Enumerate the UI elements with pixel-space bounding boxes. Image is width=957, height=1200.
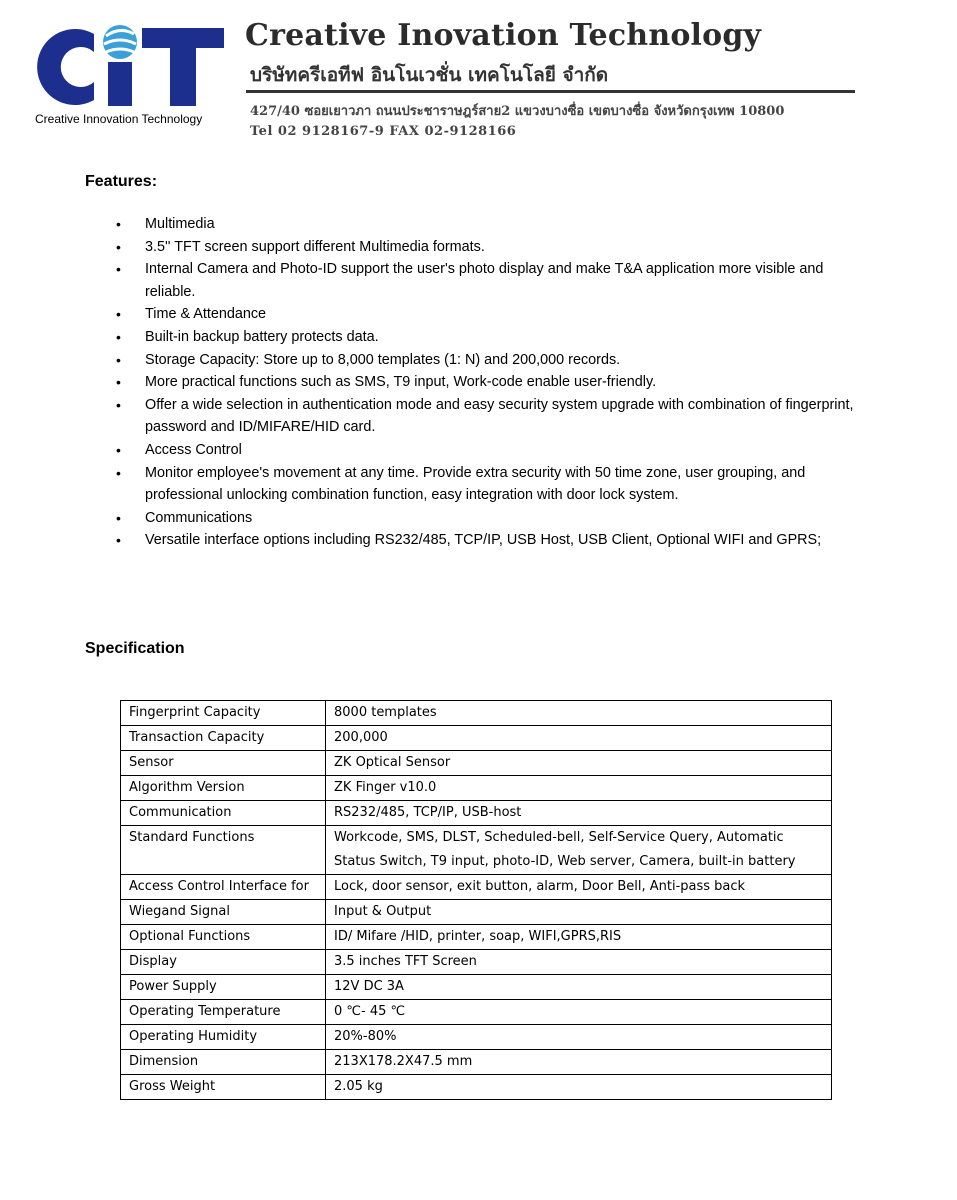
feature-item: • Access Control (0, 439, 957, 462)
spec-value: 20%-80% (326, 1025, 832, 1050)
spec-value: RS232/485, TCP/IP, USB-host (326, 801, 832, 826)
spec-value: ID/ Mifare /HID, printer, soap, WIFI,GPRS,RIS (326, 925, 832, 950)
spec-value: Lock, door sensor, exit button, alarm, Door Bell, Anti-pass back (326, 875, 832, 900)
feature-item: • Communications (0, 507, 957, 530)
spec-value: 3.5 inches TFT Screen (326, 950, 832, 975)
table-row (121, 801, 832, 826)
table-row (121, 826, 832, 875)
spec-value: Input & Output (326, 900, 832, 925)
spec-label: Operating Temperature (121, 1000, 326, 1025)
feature-list (0, 213, 957, 552)
feature-item: • Time & Attendance (0, 303, 957, 326)
spec-value: 2.05 kg (326, 1075, 832, 1100)
spec-value: 0 ℃- 45 ℃ (326, 1000, 832, 1025)
feature-item: • Monitor employee's movement at any time. Provide extra security with 50 time zone, user grouping, and professional unlocking combination function, easy integration with door lock system. (0, 462, 957, 507)
company-logo (22, 22, 237, 132)
spec-label: Sensor (121, 751, 326, 776)
table-row (121, 875, 832, 900)
company-name-thai: บริษัทครีเอทีฟ อินโนเวชั่น เทคโนโลยี จำกัด (250, 64, 609, 86)
features-heading: Features: (85, 173, 158, 190)
spec-label: Dimension (121, 1050, 326, 1075)
table-row (121, 1000, 832, 1025)
table-row (121, 701, 832, 726)
company-phone: Tel 02 9128167-9 FAX 02-9128166 (250, 124, 517, 139)
feature-item: • More practical functions such as SMS, T9 input, Work-code enable user-friendly. (0, 371, 957, 394)
spec-label: Standard Functions (121, 826, 326, 875)
table-row (121, 1075, 832, 1100)
specification-heading: Specification (85, 640, 185, 657)
spec-label: Operating Humidity (121, 1025, 326, 1050)
company-address: 427/40 ซอยเยาวภา ถนนประชาราษฎร์สาย2 แขวงบางซื่อ เขตบางซื่อ จังหวัดกรุงเทพ 10800 (250, 104, 785, 119)
spec-label: Transaction Capacity (121, 726, 326, 751)
spec-value: 213X178.2X47.5 mm (326, 1050, 832, 1075)
spec-value: ZK Optical Sensor (326, 751, 832, 776)
table-row (121, 726, 832, 751)
table-row (121, 975, 832, 1000)
spec-label: Display (121, 950, 326, 975)
spec-label: Gross Weight (121, 1075, 326, 1100)
spec-label: Access Control Interface for (121, 875, 326, 900)
header-divider (246, 90, 855, 93)
specification-table (120, 700, 832, 1100)
feature-item: • Versatile interface options including RS232/485, TCP/IP, USB Host, USB Client, Optional WIFI and GPRS; (0, 529, 957, 552)
feature-item: • 3.5'' TFT screen support different Multimedia formats. (0, 236, 957, 259)
spec-value: Workcode, SMS, DLST, Scheduled-bell, Self-Service Query, Automatic Status Switch, T9 input, photo-ID, Web server, Camera, built-in battery (326, 826, 832, 875)
table-row (121, 900, 832, 925)
table-row (121, 1050, 832, 1075)
logo-tagline: Creative Innovation Technology (35, 112, 203, 126)
feature-item: • Offer a wide selection in authentication mode and easy security system upgrade with combination of fingerprint, password and ID/MIFARE/HID card. (0, 394, 957, 439)
spec-value: 8000 templates (326, 701, 832, 726)
table-row (121, 1025, 832, 1050)
table-row (121, 776, 832, 801)
spec-value: 200,000 (326, 726, 832, 751)
spec-label: Power Supply (121, 975, 326, 1000)
table-row (121, 950, 832, 975)
company-name: Creative Inovation Technology (245, 18, 762, 53)
spec-label: Algorithm Version (121, 776, 326, 801)
cit-logo-mark (22, 22, 237, 112)
spec-value: ZK Finger v10.0 (326, 776, 832, 801)
feature-item: • Built-in backup battery protects data. (0, 326, 957, 349)
table-row (121, 751, 832, 776)
spec-label: Optional Functions (121, 925, 326, 950)
spec-label: Wiegand Signal (121, 900, 326, 925)
feature-item: • Multimedia (0, 213, 957, 236)
feature-item: • Storage Capacity: Store up to 8,000 templates (1: N) and 200,000 records. (0, 349, 957, 372)
spec-label: Fingerprint Capacity (121, 701, 326, 726)
spec-value: 12V DC 3A (326, 975, 832, 1000)
spec-label: Communication (121, 801, 326, 826)
feature-item: • Internal Camera and Photo-ID support the user's photo display and make T&A application more visible and reliable. (0, 258, 957, 303)
table-row (121, 925, 832, 950)
